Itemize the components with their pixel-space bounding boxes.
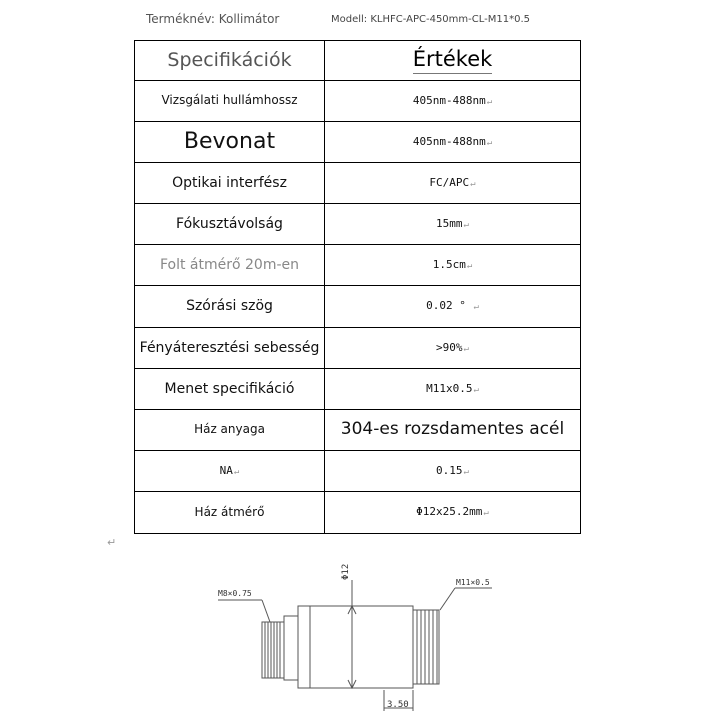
- row-value: [325, 81, 581, 122]
- table-row: [135, 81, 581, 122]
- row-value-text: 0.02 °: [426, 299, 466, 313]
- row-value-text: >90%: [436, 340, 463, 354]
- row-label: Fókusztávolság: [135, 204, 325, 245]
- row-label: Folt átmérő 20m-en: [135, 245, 325, 286]
- row-value-text: 0.15: [436, 463, 463, 477]
- body-outline: [298, 606, 413, 688]
- row-value: [325, 286, 581, 328]
- row-label: Menet specifikáció: [135, 369, 325, 410]
- row-label: Ház anyaga: [135, 410, 325, 451]
- table-row: [135, 492, 581, 534]
- row-label: [135, 451, 325, 492]
- left-thread-label: M8×0.75: [218, 589, 252, 598]
- row-label-text: NA: [219, 463, 233, 477]
- row-value-text: 15mm: [436, 216, 463, 230]
- row-label: Ház átmérő: [135, 492, 325, 534]
- row-label: Bevonat: [135, 122, 325, 163]
- paragraph-mark: ↵: [107, 536, 117, 549]
- row-value: [325, 492, 581, 534]
- table-row: [135, 163, 581, 204]
- row-value-text: 405nm-488nm: [412, 93, 486, 107]
- table-row: [135, 410, 581, 451]
- row-value-text: 1.5cm: [432, 257, 466, 271]
- collimator-technical-drawing: [0, 550, 711, 711]
- row-value: [325, 163, 581, 204]
- return-mark: ↵: [463, 219, 469, 230]
- row-value: [325, 204, 581, 245]
- row-value: [325, 328, 581, 369]
- row-value: 304-es rozsdamentes acél: [325, 410, 581, 451]
- left-thread: [262, 622, 284, 678]
- model-number: Modell: KLHFC-APC-450mm-CL-M11*0.5: [331, 14, 531, 25]
- row-label: Fényáteresztési sebesség: [135, 328, 325, 369]
- return-mark: ↵: [473, 302, 479, 313]
- return-mark: ↵: [486, 137, 493, 148]
- row-value-text: M11x0.5: [426, 381, 473, 395]
- row-value: [325, 369, 581, 410]
- diameter-label: Φ12: [341, 563, 351, 580]
- table-row: [135, 328, 581, 369]
- table-row: [135, 286, 581, 328]
- return-mark: ↵: [486, 96, 493, 107]
- row-value: [325, 122, 581, 163]
- return-mark: ↵: [233, 466, 240, 477]
- row-label: Szórási szög: [135, 286, 325, 328]
- table-row: [135, 122, 581, 163]
- return-mark: ↵: [463, 343, 469, 354]
- table-row: [135, 245, 581, 286]
- table-row: [135, 369, 581, 410]
- spec-table: [134, 40, 581, 534]
- col-header-values-text: Értékek: [413, 47, 493, 74]
- return-mark: ↵: [470, 178, 476, 189]
- row-value-text: 405nm-488nm: [412, 134, 486, 148]
- return-mark: ↵: [466, 260, 473, 271]
- row-value: [325, 451, 581, 492]
- row-value: [325, 245, 581, 286]
- row-value-text: FC/APC: [429, 175, 470, 189]
- row-value-text: Φ12x25.2mm: [416, 505, 483, 519]
- col-header-specs: Specifikációk: [135, 41, 325, 81]
- return-mark: ↵: [483, 508, 489, 519]
- right-thread: [413, 610, 439, 684]
- table-row: [135, 451, 581, 492]
- row-label: Vizsgálati hullámhossz: [135, 81, 325, 122]
- length-label: 3.50: [387, 700, 409, 710]
- right-thread-label: M11×0.5: [456, 578, 490, 587]
- product-name: Terméknév: Kollimátor: [146, 12, 280, 26]
- table-row: [135, 204, 581, 245]
- return-mark: ↵: [463, 466, 469, 477]
- row-label: Optikai interfész: [135, 163, 325, 204]
- table-header-row: [135, 41, 581, 81]
- return-mark: ↵: [473, 384, 479, 395]
- col-header-values: [325, 41, 581, 81]
